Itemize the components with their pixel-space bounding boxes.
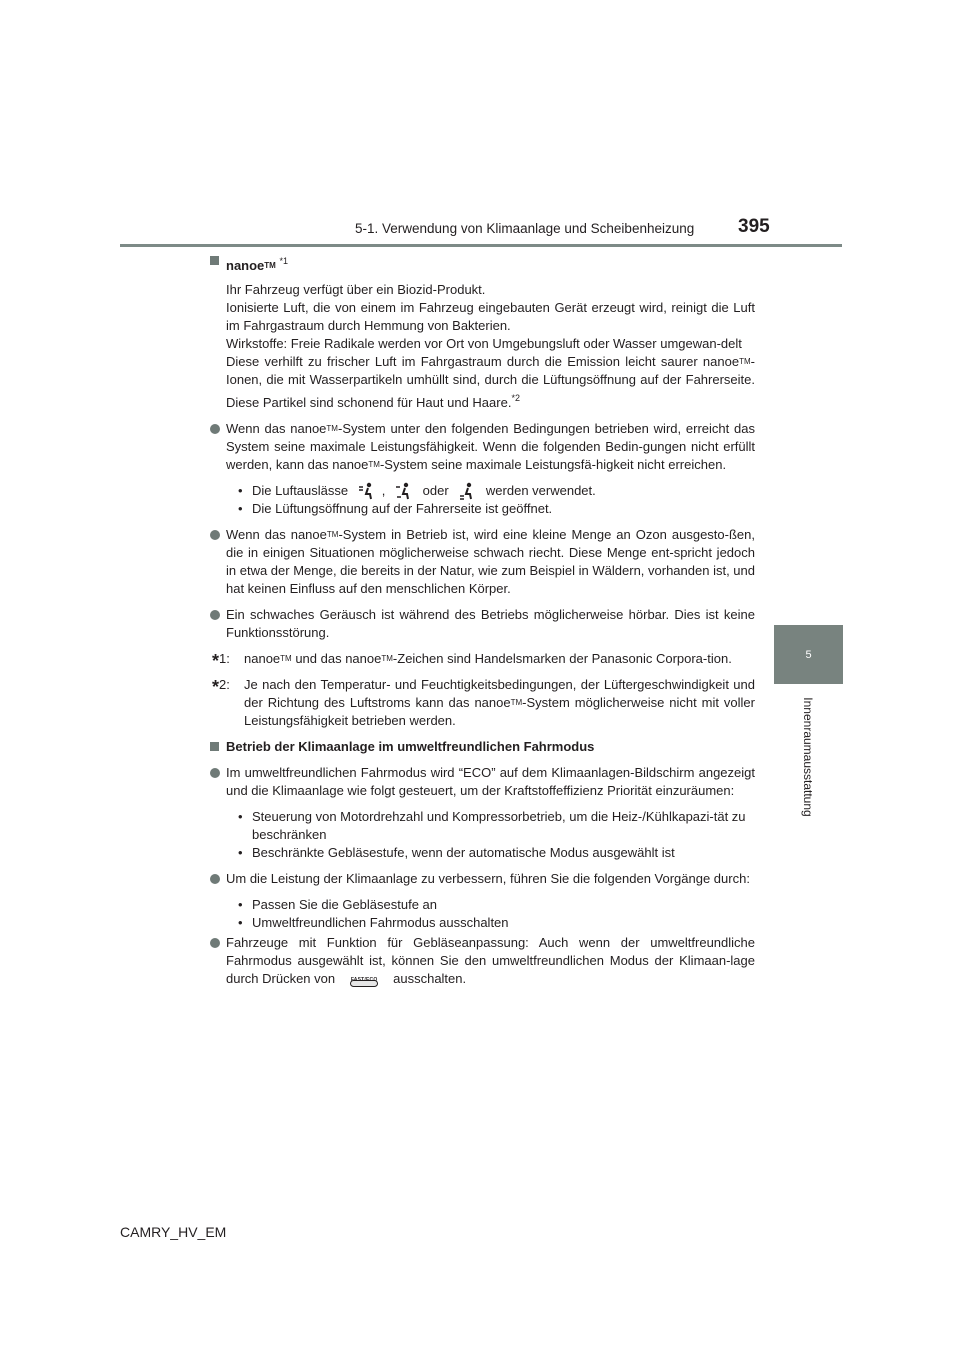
square-bullet-icon <box>210 742 219 751</box>
tm-mark: TM <box>510 698 523 707</box>
eco-control-list <box>210 808 755 862</box>
vent-feet-icon <box>458 482 476 500</box>
text: -System möglicherweise nicht mit voller Leistungsfähigkeit betrieben werden. <box>244 695 755 728</box>
footnote-mark: *1: <box>212 651 230 671</box>
text: -System in Betrieb ist, wird eine kleine Menge an Ozon ausgesto-ßen, die in einigen Situationen möglicherweise schwach riecht. Diese Menge ent-spricht jedoch in etwa der Menge, die bereits in der Natur, wie zum Beispiel in Wäldern, vorhanden ist, und hat keinen Einfluss auf den menschlichen Körper. <box>226 527 755 596</box>
footnote-number: 2 <box>219 677 227 692</box>
text: nanoe <box>244 651 281 666</box>
nanoe-bullet-1 <box>210 420 755 474</box>
tm-mark: TM <box>739 357 751 366</box>
tm-mark: TM <box>264 261 276 270</box>
chapter-label: Innenraumausstattung <box>801 697 815 817</box>
bullet-dot-icon <box>210 424 220 434</box>
nanoe-line-2: Ionisierte Luft, die von einem im Fahrzeug eingebauten Gerät erzeugt wird, reinigt die Luft im Fahrgastraum durch Hemmung von Bakterien. <box>226 300 755 333</box>
footnote-number: 1 <box>219 651 227 666</box>
text: Wenn das nanoe <box>226 527 327 542</box>
text: Ein schwaches Geräusch ist während des Betriebs möglicherweise hörbar. Dies ist keine Funktionsstörung. <box>226 607 755 640</box>
text: -Ionen, die mit Wasserpartikeln umhüllt sind, durch die Lüftungsöffnung auf der Fahrerseite. Diese Partikel sind schonend für Haut und Haare. <box>226 354 755 410</box>
text: Die Luftauslässe <box>252 483 349 498</box>
text: Fahrzeuge mit Funktion für Gebläseanpassung: Auch wenn der umweltfreundliche Fahrmodus ausgewählt ist, können Sie den umweltfreundlichen Modus der Klimaan-lage durch Drücken von <box>226 935 755 986</box>
text: ausschalten. <box>393 971 467 986</box>
text: -Zeichen sind Handelsmarken der Panasonic Corpora-tion. <box>392 651 732 666</box>
eco-bullet-1 <box>210 764 755 800</box>
text: Im umweltfreundlichen Fahrmodus wird “ECO” auf dem Klimaanlagen-Bildschirm angezeigt und die Klimaanlage wie folgt gesteuert, um der Kraftstoffeffizienz Priorität einzuräumen: <box>226 765 755 798</box>
bullet-dot-icon <box>210 938 220 948</box>
bullet-dot-icon <box>210 874 220 884</box>
bullet-dot-icon <box>210 768 220 778</box>
text: oder <box>422 483 449 498</box>
nanoe-bullet-2 <box>210 526 755 598</box>
footnote-2 <box>210 676 755 730</box>
nanoe-line-1: Ihr Fahrzeug verfügt über ein Biozid-Produkt. <box>226 282 486 297</box>
document-code: CAMRY_HV_EM <box>120 1224 227 1240</box>
text: Je nach den Temperatur- und Feuchtigkeitsbedingungen, der Lüftergeschwindigkeit und der Richtung des Luftstroms kann das nanoe <box>244 677 755 710</box>
header-rule <box>120 244 842 247</box>
list-item: • Umweltfreundlichen Fahrmodus ausschalten <box>238 914 755 932</box>
nanoe-heading-text: nanoe <box>226 258 265 273</box>
eco-bullet-3 <box>210 934 755 989</box>
square-bullet-icon <box>210 256 219 265</box>
button-bar <box>350 980 378 987</box>
list-item: • Passen Sie die Gebläsestufe an <box>238 896 755 914</box>
nanoe-bullet-3 <box>210 606 755 642</box>
page-number: 395 <box>738 216 770 237</box>
vent-face-feet-icon <box>395 482 413 500</box>
list-item: • Steuerung von Motordrehzahl und Kompressorbetrieb, um die Heiz-/Kühlkapazi-tät zu beschränken <box>238 808 755 844</box>
page-content <box>210 252 755 989</box>
list-item <box>238 482 755 500</box>
text: werden verwendet. <box>485 483 596 498</box>
section-title: 5-1. Verwendung von Klimaanlage und Scheibenheizung <box>355 221 695 236</box>
tm-mark: TM <box>326 530 339 539</box>
eco-heading-text: Betrieb der Klimaanlage im umweltfreundlichen Fahrmodus <box>226 739 595 754</box>
nanoe-line-4 <box>226 353 755 412</box>
vent-conditions-list <box>210 482 755 518</box>
nanoe-heading <box>210 252 755 275</box>
text: und das nanoe <box>291 651 382 666</box>
footnote-ref: *1 <box>279 256 288 266</box>
tm-mark: TM <box>326 424 338 433</box>
list-item: • Beschränkte Gebläsestufe, wenn der automatische Modus ausgewählt ist <box>238 844 755 862</box>
footnote-1 <box>210 650 755 671</box>
list-item: • Die Lüftungsöffnung auf der Fahrerseite ist geöffnet. <box>238 500 755 518</box>
text: -System unter den folgenden Bedingungen betrieben wird, erreicht das System seine maximale Leistungsfähigkeit. Wenn die folgenden Bedin-gungen nicht erfüllt werden, kann das nanoe <box>226 421 755 472</box>
vent-face-icon <box>358 482 376 500</box>
nanoe-line-3: Wirkstoffe: Freie Radikale werden vor Ort von Umgebungsluft oder Wasser umgewan-delt <box>226 336 742 351</box>
chapter-tab[interactable] <box>774 625 843 684</box>
footnote-ref: *2 <box>511 393 520 403</box>
footnote-mark: *2: <box>212 677 230 697</box>
eco-steps-list <box>210 896 755 932</box>
bullet-dot-icon <box>210 610 220 620</box>
text: -System seine maximale Leistungsfä-higkeit nicht erreichen. <box>379 457 727 472</box>
eco-heading <box>210 738 755 756</box>
chapter-number: 5 <box>805 648 812 661</box>
nanoe-intro <box>210 281 755 412</box>
fast-eco-button-icon <box>347 971 381 989</box>
tm-mark: TM <box>381 654 393 663</box>
text: Wenn das nanoe <box>226 421 327 436</box>
text: Um die Leistung der Klimaanlage zu verbessern, führen Sie die folgenden Vorgänge durch: <box>226 871 750 886</box>
text: , <box>381 483 386 498</box>
tm-mark: TM <box>368 460 380 469</box>
bullet-dot-icon <box>210 530 220 540</box>
text: Diese verhilft zu frischer Luft im Fahrgastraum durch die Emission leicht saurer nanoe <box>226 354 740 369</box>
eco-bullet-2 <box>210 870 755 888</box>
tm-mark: TM <box>280 654 292 663</box>
